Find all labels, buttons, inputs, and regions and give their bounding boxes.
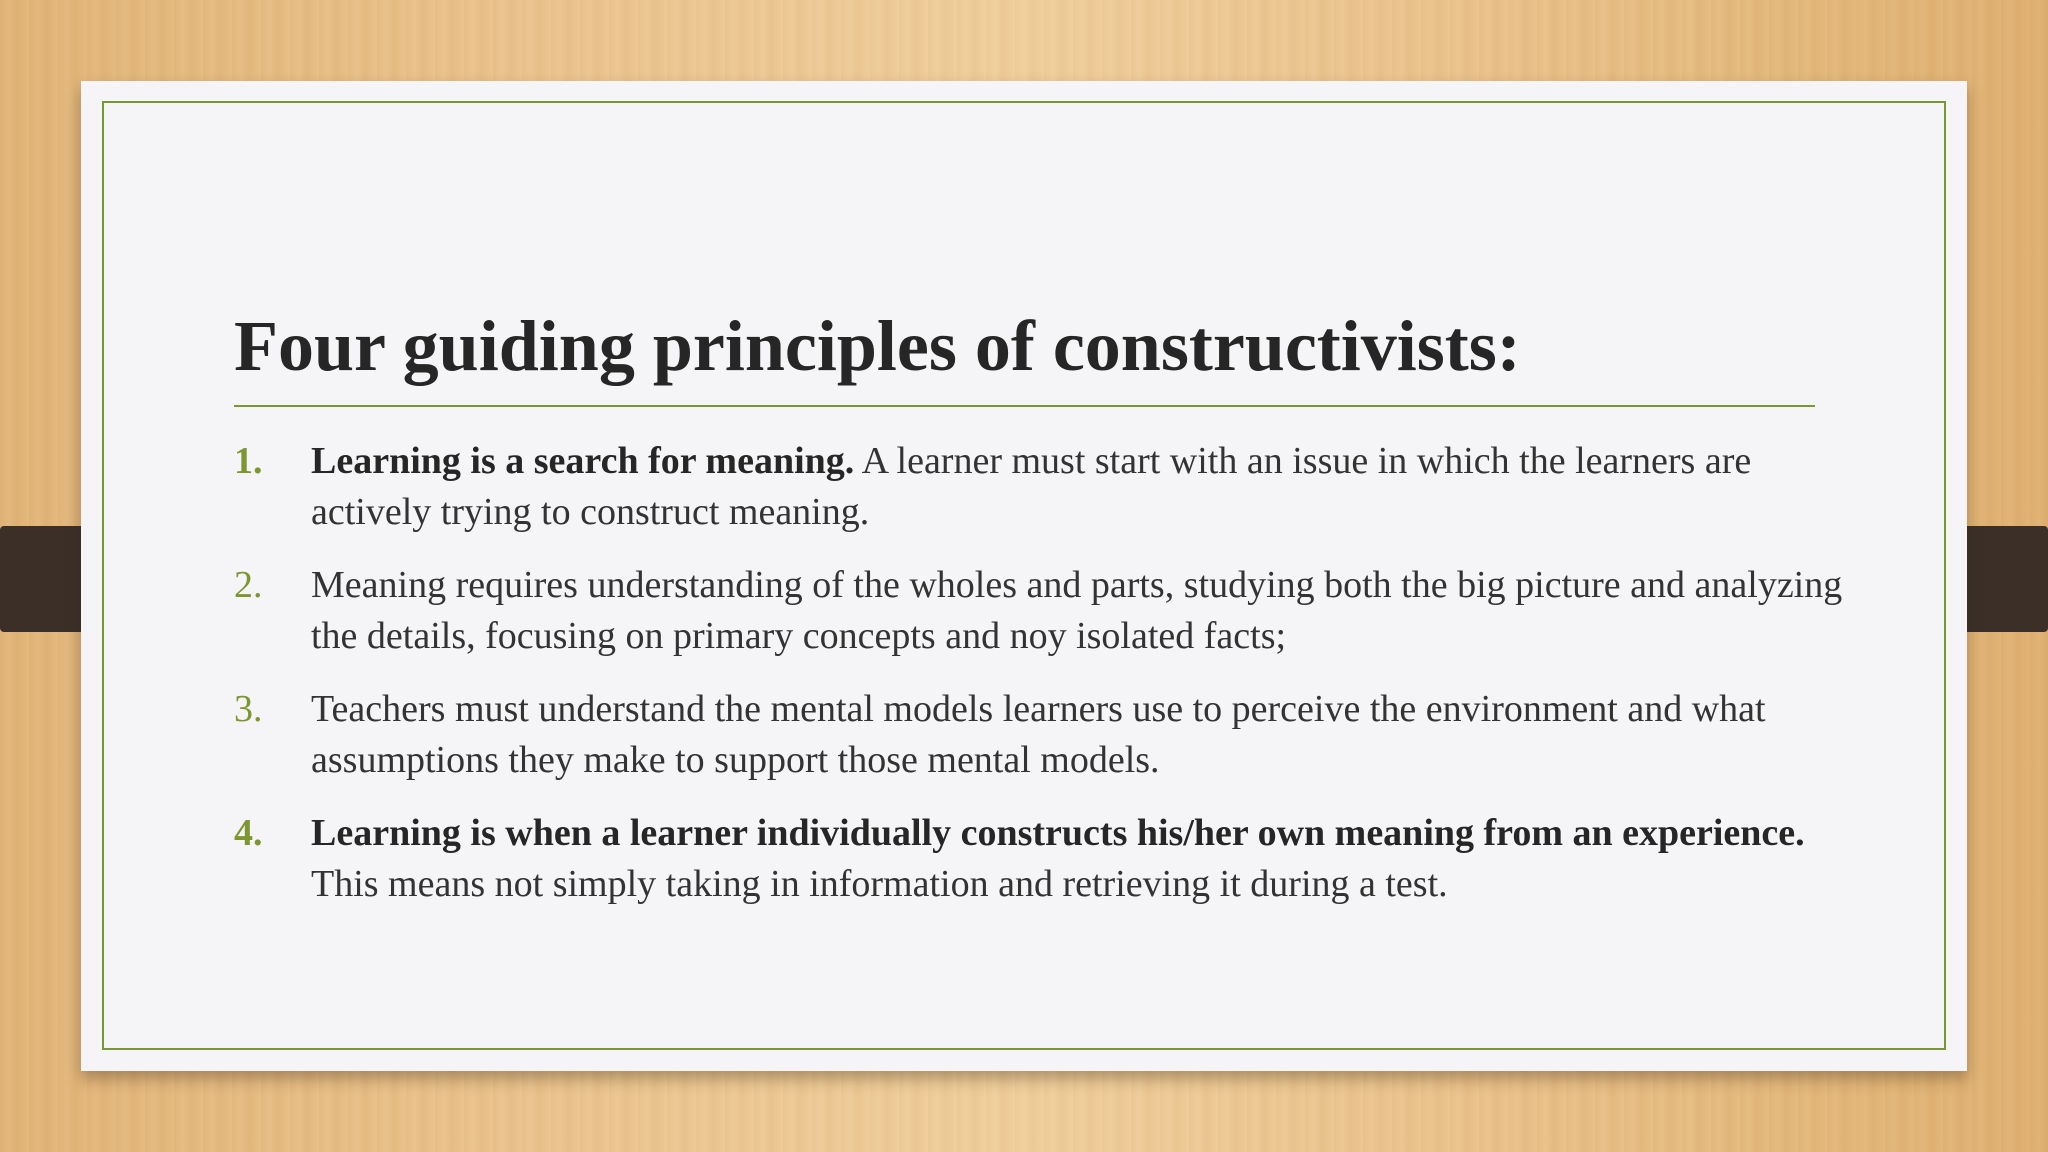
title-divider bbox=[234, 405, 1815, 407]
item-number-1: 1. bbox=[234, 440, 263, 482]
item-number-2: 2. bbox=[234, 564, 263, 606]
item-text-1: A learner must start with an issue in which the learners are actively trying to construct meaning. bbox=[311, 440, 1752, 533]
slide-title: Four guiding principles of constructivists: bbox=[234, 306, 1521, 386]
principles-list bbox=[234, 436, 1874, 932]
item-text-3: Teachers must understand the mental models learners use to perceive the environment and what assumptions they make to support those mental models. bbox=[311, 688, 1766, 781]
item-text-2: Meaning requires understanding of the wholes and parts, studying both the big picture and analyzing the details, focusing on primary concepts and noy isolated facts; bbox=[311, 564, 1843, 657]
list-item-3 bbox=[234, 684, 1874, 786]
slide-card bbox=[81, 81, 1967, 1071]
item-number-4: 4. bbox=[234, 812, 263, 854]
list-item-2 bbox=[234, 560, 1874, 662]
list-item-4 bbox=[234, 808, 1874, 910]
item-text-4: This means not simply taking in information and retrieving it during a test. bbox=[311, 863, 1448, 905]
list-item-1 bbox=[234, 436, 1874, 538]
item-lead-4: Learning is when a learner individually constructs his/her own meaning from an experience. bbox=[311, 812, 1805, 854]
item-number-3: 3. bbox=[234, 688, 263, 730]
item-lead-1: Learning is a search for meaning. bbox=[311, 440, 855, 482]
